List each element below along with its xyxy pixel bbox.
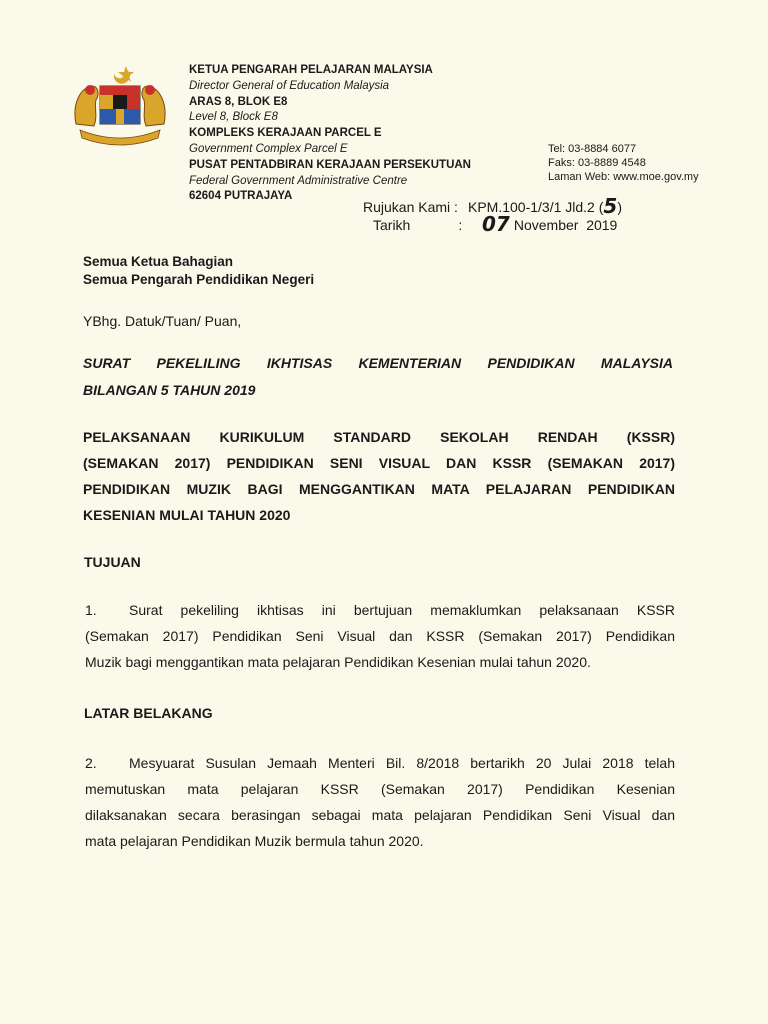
- date-label: Tarikh :: [373, 217, 463, 233]
- date-month-year: November 2019: [513, 217, 618, 233]
- paragraph-line: dilaksanakan secara berasingan sebagai mata pelajaran Pendidikan Seni Visual dan: [85, 807, 675, 823]
- paragraph-2: [85, 750, 675, 854]
- telephone: Tel: 03-8884 6077: [548, 143, 637, 155]
- recipients: [83, 253, 314, 289]
- org-name-en: Director General of Education Malaysia: [189, 79, 390, 92]
- letterhead-address: [189, 63, 471, 205]
- circular-line: SURAT PEKELILING IKHTISAS KEMENTERIAN PENDIDIKAN MALAYSIA: [83, 355, 673, 371]
- address-centre: PUSAT PENTADBIRAN KERAJAAN PERSEKUTUAN: [189, 158, 471, 171]
- section-heading: TUJUAN: [84, 554, 141, 570]
- subject-line: (SEMAKAN 2017) PENDIDIKAN SENI VISUAL DAN KSSR (SEMAKAN 2017): [83, 455, 675, 471]
- reference-block: [363, 194, 622, 236]
- ref-handwritten-number: 5: [603, 194, 618, 218]
- subject-line: KESENIAN MULAI TAHUN 2020: [83, 507, 291, 523]
- address-complex: KOMPLEKS KERAJAAN PARCEL E: [189, 127, 382, 140]
- fax: Faks: 03-8889 4548: [548, 157, 646, 169]
- contact-block: [548, 142, 699, 184]
- coat-of-arms-icon: [70, 64, 170, 146]
- paragraph-line: mata pelajaran Pendidikan Muzik bermula tahun 2020.: [85, 833, 424, 849]
- section-heading: LATAR BELAKANG: [84, 705, 213, 721]
- paragraph-line: 1. Surat pekeliling ikhtisas ini bertujuan memaklumkan pelaksanaan KSSR: [85, 597, 675, 623]
- paragraph-line: 2. Mesyuarat Susulan Jemaah Menteri Bil. 8/2018 bertarikh 20 Julai 2018 telah: [85, 750, 675, 776]
- address-level: ARAS 8, BLOK E8: [189, 95, 288, 108]
- circular-title: [83, 350, 673, 404]
- paragraph-number: 1.: [85, 602, 97, 618]
- ref-label: Rujukan Kami :: [363, 199, 458, 215]
- circular-line: BILANGAN 5 TAHUN 2019: [83, 382, 256, 398]
- subject-line: PELAKSANAAN KURIKULUM STANDARD SEKOLAH RENDAH (KSSR): [83, 429, 675, 445]
- paragraph-1: [85, 597, 675, 675]
- org-name: KETUA PENGARAH PELAJARAN MALAYSIA: [189, 64, 433, 76]
- address-level-en: Level 8, Block E8: [189, 111, 278, 124]
- paragraph-number: 2.: [85, 755, 97, 771]
- ref-close: ): [617, 199, 622, 215]
- address-centre-en: Federal Government Administrative Centre: [189, 174, 408, 187]
- subject-line: PENDIDIKAN MUZIK BAGI MENGGANTIKAN MATA PELAJARAN PENDIDIKAN: [83, 481, 675, 497]
- paragraph-line: (Semakan 2017) Pendidikan Seni Visual dan KSSR (Semakan 2017) Pendidikan: [85, 628, 675, 644]
- website: Laman Web: www.moe.gov.my: [548, 171, 699, 183]
- paragraph-line: memutuskan mata pelajaran KSSR (Semakan 2017) Pendidikan Kesenian: [85, 781, 675, 797]
- date-handwritten-day: 07: [482, 212, 510, 236]
- address-postcode: 62604 PUTRAJAYA: [189, 190, 293, 203]
- subject-title: [83, 424, 675, 528]
- recipient-line: Semua Pengarah Pendidikan Negeri: [83, 272, 315, 287]
- ref-value: KPM.100-1/3/1 Jld.2 (: [468, 199, 604, 215]
- salutation: YBhg. Datuk/Tuan/ Puan,: [83, 313, 242, 329]
- paragraph-line: Muzik bagi menggantikan mata pelajaran Pendidikan Kesenian mulai tahun 2020.: [85, 654, 591, 670]
- recipient-line: Semua Ketua Bahagian: [83, 254, 234, 269]
- address-complex-en: Government Complex Parcel E: [189, 142, 348, 155]
